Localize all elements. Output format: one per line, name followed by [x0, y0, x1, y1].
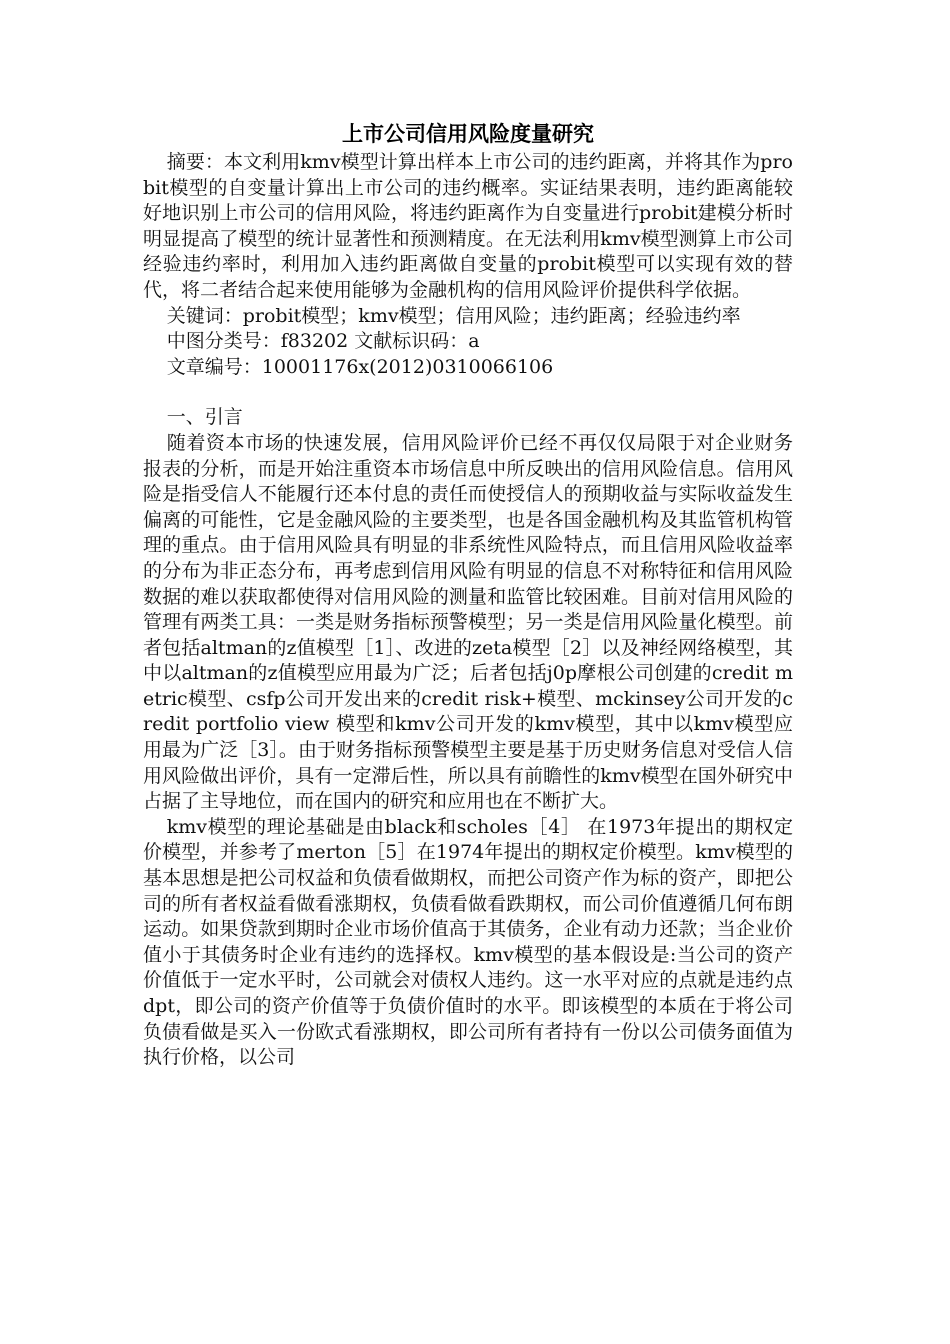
body-paragraph-1: 随着资本市场的快速发展，信用风险评价已经不再仅仅局限于对企业财务报表的分析，而是开始注重资本市场信息中所反映出的信用风险信息。信用风险是指受信人不能履行还本付息的责任而使授信人的预期收益与实际收益发生偏离的可能性，它是金融风险的主要类型，也是各国金融机构及其监管机构管理的重点。由于信用风险具有明显的非系统性风险特点，而且信用风险收益率的分布为非正态分布，再考虑到信用风险有明显的信息不对称特征和信用风险数据的难以获取都使得对信用风险的测量和监管比较困难。目前对信用风险的管理有两类工具：一类是财务指标预警模型；另一类是信用风险量化模型。前者包括altman的z值模型［1］、改进的zeta模型［2］以及神经网络模型，其中以altman的z值模型应用最为广泛；后者包括j0p摩根公司创建的credit metric模型、csfp公司开发出来的credit risk+模型、mckinsey公司开发的credit portfolio view 模型和kmv公司开发的kmv模型，其中以kmv模型应用最为广泛［3］。由于财务指标预警模型主要是基于历史财务信息对受信人信用风险做出评价，具有一定滞后性，所以具有前瞻性的kmv模型在国外研究中占据了主导地位，而在国内的研究和应用也在不断扩大。: [143, 431, 793, 813]
classification-line: 中图分类号：f83202 文献标识码：a: [166, 330, 480, 353]
article-number-line: 文章编号：10001176x(2012)0310066106: [166, 355, 554, 378]
section-heading: 一、引言: [166, 406, 243, 429]
body-paragraph-2: kmv模型的理论基础是由black和scholes［4］ 在1973年提出的期权定价模型，并参考了merton［5］在1974年提出的期权定价模型。kmv模型的基本思想是把公司权益和负债看做期权，而把公司资产作为标的资产，即把公司的所有者权益看做看涨期权，负债看做看跌期权，而公司价值遵循几何布朗运动。如果贷款到期时企业市场价值高于其债务，企业有动力还款；当企业价值小于其债务时企业有违约的选择权。kmv模型的基本假设是:当公司的资产价值低于一定水平时，公司就会对债权人违约。这一水平对应的点就是违约点dpt，即公司的资产价值等于负债价值时的水平。即该模型的本质在于将公司负债看做是买入一份欧式看涨期权，即公司所有者持有一份以公司债务面值为执行价格，以公司: [143, 815, 793, 1069]
abstract-paragraph: 摘要：本文利用kmv模型计算出样本上市公司的违约距离，并将其作为probit模型的自变量计算出上市公司的违约概率。实证结果表明，违约距离能较好地识别上市公司的信用风险，将违约距离作为自变量进行probit建模分析时明显提高了模型的统计显著性和预测精度。在无法利用kmv模型测算上市公司经验违约率时，利用加入违约距离做自变量的probit模型可以实现有效的替代，将二者结合起来使用能够为金融机构的信用风险评价提供科学依据。: [143, 151, 793, 301]
document-page: [143, 120, 793, 1071]
paper-title: 上市公司信用风险度量研究: [342, 122, 594, 146]
section-spacer: [143, 380, 793, 405]
keywords-paragraph: 关键词：probit模型；kmv模型；信用风险；违约距离；经验违约率: [166, 304, 741, 327]
